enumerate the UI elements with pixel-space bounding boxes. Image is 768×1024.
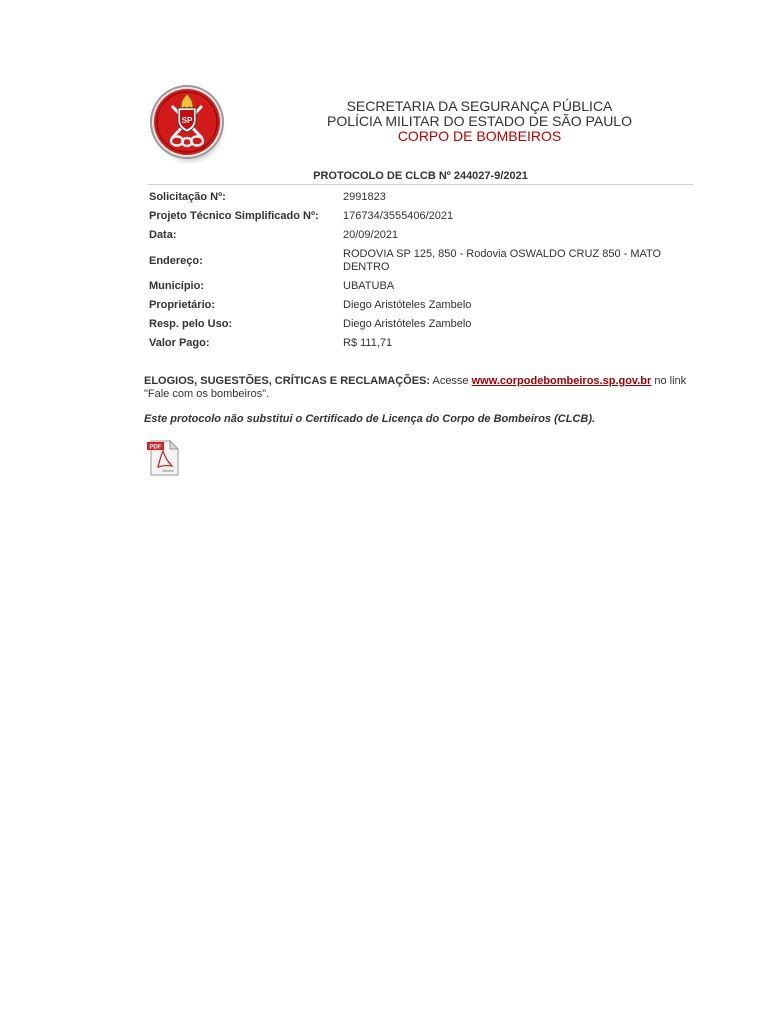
row-value-resp-uso: Diego Aristóteles Zambelo [343, 318, 472, 330]
row-value-endereco: RODOVIA SP 125, 850 - Rodovia OSWALDO CRUZ 850 - MATO DENTRO [343, 248, 662, 273]
protocol-title: PROTOCOLO DE CLCB Nº 244027-9/2021 [148, 170, 693, 185]
row-label-proprietario: Proprietário: [149, 299, 216, 311]
pdf-caption-text: Adobe [162, 468, 174, 473]
feedback-section [144, 375, 696, 401]
corpodebombeiros-link[interactable]: www.corpodebombeiros.sp.gov.br [471, 375, 652, 387]
row-label-solicitacao: Solicitação Nº: [149, 191, 226, 203]
row-label-data: Data: [149, 229, 177, 241]
protocol-notice: Este protocolo não substitui o Certificado de Licença do Corpo de Bombeiros (CLCB). [144, 413, 596, 425]
row-label-valor-pago: Valor Pago: [149, 337, 210, 349]
table-row [148, 207, 693, 226]
header-line-secretaria: SECRETARIA DA SEGURANÇA PÚBLICA [346, 98, 613, 114]
feedback-label: ELOGIOS, SUGESTÕES, CRÍTICAS E RECLAMAÇÕES: [144, 375, 431, 387]
table-row [148, 296, 693, 315]
header-titles [248, 99, 711, 144]
table-row [148, 334, 693, 353]
pdf-file-icon[interactable] [146, 439, 180, 477]
row-value-solicitacao: 2991823 [343, 191, 386, 203]
fire-department-emblem-icon [148, 84, 228, 164]
table-row [148, 277, 693, 296]
row-label-endereco: Endereço: [149, 254, 203, 267]
row-value-valor-pago: R$ 111,71 [343, 337, 393, 349]
row-value-projeto: 176734/3555406/2021 [343, 210, 454, 222]
page-header [148, 84, 693, 164]
row-label-resp-uso: Resp. pelo Uso: [149, 318, 233, 330]
table-row [148, 188, 693, 207]
pdf-badge-text: PDF [149, 444, 162, 451]
row-label-projeto: Projeto Técnico Simplificado Nº: [149, 210, 319, 222]
row-label-municipio: Município: [149, 280, 204, 292]
row-value-proprietario: Diego Aristóteles Zambelo [343, 299, 472, 311]
protocol-details-table [148, 188, 693, 353]
row-value-data: 20/09/2021 [343, 229, 399, 241]
emblem-letters: SP [181, 116, 193, 125]
feedback-pre-text: Acesse [430, 375, 472, 387]
feedback-post-text: no link "Fale com os bombeiros". [144, 375, 687, 400]
header-line-policia: POLÍCIA MILITAR DO ESTADO DE SÃO PAULO [327, 113, 632, 129]
table-row [148, 245, 693, 277]
header-line-bombeiros: CORPO DE BOMBEIROS [397, 128, 562, 144]
table-row [148, 226, 693, 245]
table-row [148, 315, 693, 334]
row-value-municipio: UBATUBA [343, 280, 395, 292]
